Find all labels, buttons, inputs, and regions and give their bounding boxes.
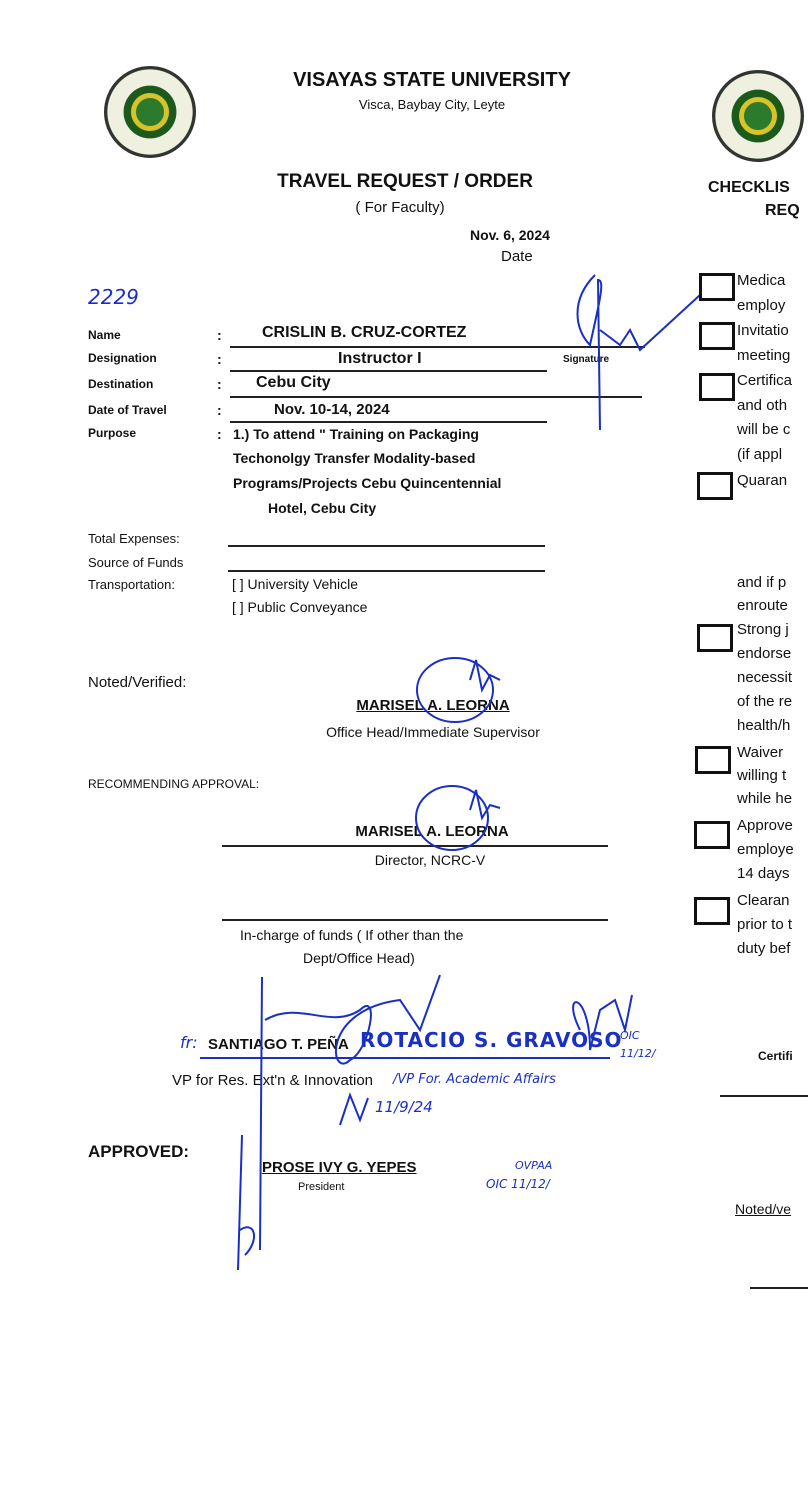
purpose-line: 1.) To attend " Training on Packaging xyxy=(233,426,479,442)
funds-title: Dept/Office Head) xyxy=(303,950,415,966)
request-date: Nov. 6, 2024 xyxy=(470,227,550,243)
noted-name: MARISEL A. LEORNA xyxy=(356,697,510,714)
recommending-approval-label: RECOMMENDING APPROVAL: xyxy=(88,777,260,791)
president-name: PROSE IVY G. YEPES xyxy=(262,1159,417,1176)
checklist-title: REQ xyxy=(765,202,800,219)
vp-name: SANTIAGO T. PEÑA xyxy=(208,1036,349,1053)
vp-alt-date: 11/12/ xyxy=(620,1047,656,1060)
checklist-checkbox[interactable] xyxy=(695,746,731,774)
checklist-text: (if appl xyxy=(737,446,783,463)
checklist-text: meeting xyxy=(737,347,791,364)
checklist-text: willing t xyxy=(737,767,787,784)
date-label: Date xyxy=(501,248,533,265)
total-expenses-label: Total Expenses: xyxy=(88,531,180,546)
vp-handwritten-prefix: fr: xyxy=(180,1033,198,1052)
checklist-text: will be c xyxy=(737,421,791,438)
checklist-text: and if p xyxy=(737,574,787,591)
checklist-noted-label: Noted/ve xyxy=(735,1201,792,1217)
requester-signature xyxy=(578,275,701,430)
colon: : xyxy=(217,327,222,343)
date-of-travel-label: Date of Travel xyxy=(88,403,167,417)
noted-line xyxy=(750,1287,808,1289)
vp-title: VP for Res. Ext'n & Innovation xyxy=(172,1072,374,1089)
vp-alt-name: ROTACIO S. GRAVOSO xyxy=(360,1028,623,1052)
purpose-line: Techonolgy Transfer Modality-based xyxy=(233,450,476,466)
vp-signature xyxy=(260,975,440,1250)
colon: : xyxy=(217,402,222,418)
purpose-line: Programs/Projects Cebu Quincentennial xyxy=(233,475,502,491)
checklist-text: Clearan xyxy=(737,892,790,909)
checklist-text: Medica xyxy=(737,272,786,289)
recommending-title: Director, NCRC-V xyxy=(374,852,486,868)
checklist-checkbox[interactable] xyxy=(699,273,735,301)
public-conveyance-option[interactable]: [ ] Public Conveyance xyxy=(232,599,368,615)
checklist-text: while he xyxy=(737,790,793,807)
checklist-text: Waiver xyxy=(737,744,784,761)
checklist-text: employe xyxy=(737,841,794,858)
checklist-text: of the re xyxy=(737,693,793,710)
checklist-checkbox[interactable] xyxy=(694,821,730,849)
university-address: Visca, Baybay City, Leyte xyxy=(358,97,506,112)
checklist-text: necessit xyxy=(737,669,793,686)
funds-title: In-charge of funds ( If other than the xyxy=(240,927,464,943)
form-subtitle: ( For Faculty) xyxy=(355,199,445,216)
signature-label: Signature xyxy=(563,354,610,365)
destination-label: Destination xyxy=(88,377,154,391)
vp-date-initials xyxy=(340,1095,368,1125)
purpose-label: Purpose xyxy=(88,426,137,440)
checklist-text: Approve xyxy=(737,817,793,834)
checklist-text: Certifica xyxy=(737,372,793,389)
president-note: OVPAA xyxy=(515,1159,553,1172)
vp-alt-signature xyxy=(573,995,632,1050)
transportation-label: Transportation: xyxy=(88,577,175,592)
colon: : xyxy=(217,376,222,392)
president-note: OIC 11/12/ xyxy=(486,1177,550,1191)
destination-value: Cebu City xyxy=(256,374,331,391)
checklist-checkbox[interactable] xyxy=(694,897,730,925)
name-value: CRISLIN B. CRUZ-CORTEZ xyxy=(262,324,467,341)
noted-initials xyxy=(470,660,500,690)
checklist-text: Invitatio xyxy=(737,322,789,339)
designation-value: Instructor I xyxy=(338,350,422,367)
checklist-checkbox[interactable] xyxy=(697,624,733,652)
checklist-checkbox[interactable] xyxy=(699,322,735,350)
checklist-title: CHECKLIS xyxy=(708,179,790,196)
university-name: VISAYAS STATE UNIVERSITY xyxy=(293,69,571,91)
checklist-text: duty bef xyxy=(737,940,791,957)
source-of-funds-label: Source of Funds xyxy=(88,555,184,570)
noted-title: Office Head/Immediate Supervisor xyxy=(326,724,540,740)
vp-sign-date: 11/9/24 xyxy=(375,1098,433,1116)
colon: : xyxy=(217,426,222,442)
checklist-text: employ xyxy=(737,297,786,314)
checklist-text: 14 days xyxy=(737,865,790,882)
recommending-name: MARISEL A. LEORNA xyxy=(355,823,509,840)
checklist-text: prior to t xyxy=(737,916,793,933)
president-signature xyxy=(238,1135,254,1270)
colon: : xyxy=(217,351,222,367)
designation-label: Designation xyxy=(88,351,157,365)
vp-alt-note: OIC xyxy=(620,1029,640,1042)
certified-line xyxy=(720,1095,808,1097)
certified-label: Certifi xyxy=(758,1049,793,1063)
checklist-checkbox[interactable] xyxy=(697,472,733,500)
university-vehicle-option[interactable]: [ ] University Vehicle xyxy=(232,576,359,592)
checklist-text: enroute xyxy=(737,597,788,614)
checklist-checkbox[interactable] xyxy=(699,373,735,401)
vp-alt-title: /VP For. Academic Affairs xyxy=(393,1072,556,1087)
purpose-line: Hotel, Cebu City xyxy=(268,500,377,516)
control-number: 2229 xyxy=(88,285,139,309)
date-of-travel-value: Nov. 10-14, 2024 xyxy=(274,401,390,418)
president-title: President xyxy=(298,1181,345,1193)
checklist-text: health/h xyxy=(737,717,791,734)
checklist-text: endorse xyxy=(737,645,792,662)
approved-label: APPROVED: xyxy=(88,1142,190,1161)
checklist-text: Strong j xyxy=(737,621,789,638)
checklist-text: and oth xyxy=(737,397,788,414)
noted-verified-label: Noted/Verified: xyxy=(88,674,187,691)
form-title: TRAVEL REQUEST / ORDER xyxy=(277,171,533,192)
checklist-text: Quaran xyxy=(737,472,788,489)
name-label: Name xyxy=(88,328,121,342)
